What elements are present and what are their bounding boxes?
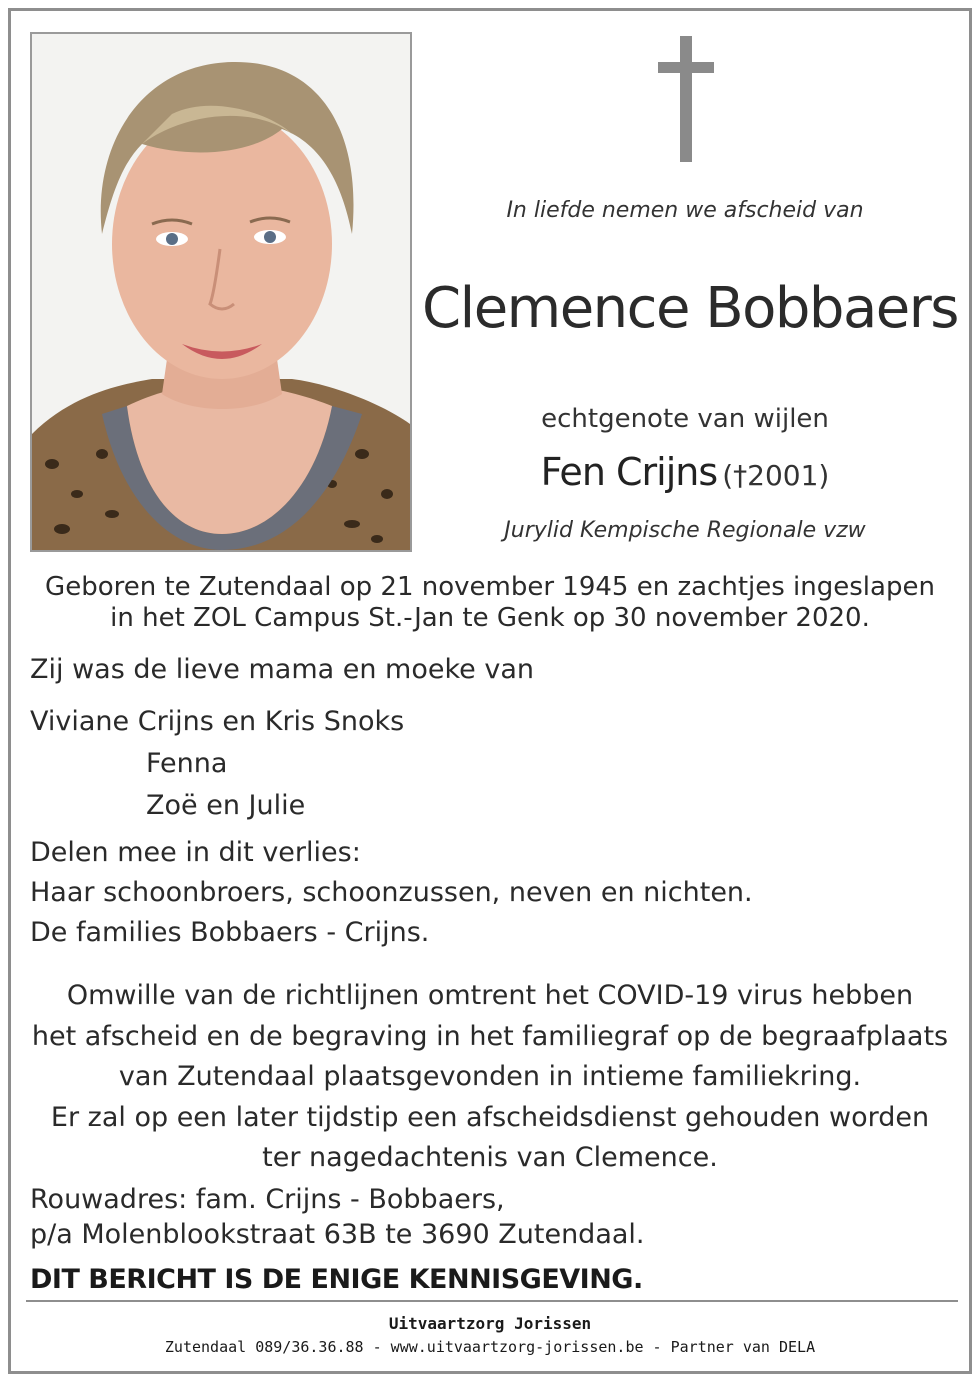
- spouse-death: (†2001): [722, 459, 830, 492]
- cross-icon: [658, 36, 714, 162]
- spouse-relation: echtgenote van wijlen: [541, 404, 829, 434]
- covid-line: het afscheid en de begraving in het familiegraf op de begraafplaats: [31, 1020, 949, 1052]
- death-line: in het ZOL Campus St.-Jan te Genk op 30 november 2020.: [110, 603, 870, 633]
- funeral-home-contact: Zutendaal 089/36.36.88 - www.uitvaartzorg-jorissen.be - Partner van DELA: [164, 1338, 816, 1356]
- birth-line: Geboren te Zutendaal op 21 november 1945 en zachtjes ingeslapen: [45, 572, 935, 602]
- covid-line: ter nagedachtenis van Clemence.: [262, 1142, 718, 1173]
- intro-text: In liefde nemen we afscheid van: [506, 198, 864, 223]
- role-text: Jurylid Kempische Regionale vzw: [504, 518, 866, 543]
- sharing-intro: Delen mee in dit verlies:: [30, 837, 361, 868]
- address-line: Rouwadres: fam. Crijns - Bobbaers,: [30, 1184, 505, 1215]
- covid-line: van Zutendaal plaatsgevonden in intieme familiekring.: [118, 1061, 862, 1092]
- birth-death-text: [20, 572, 960, 634]
- covid-line: Omwille van de richtlijnen omtrent het COVID-19 virus hebben: [66, 980, 914, 1011]
- final-notice: DIT BERICHT IS DE ENIGE KENNISGEVING.: [30, 1264, 643, 1295]
- covid-line: Er zal op een later tijdstip een afscheidsdienst gehouden worden: [50, 1101, 930, 1133]
- address-line: p/a Molenblookstraat 63B te 3690 Zutendaal.: [30, 1219, 645, 1250]
- covid-notice: [20, 976, 960, 1179]
- sharing-line: De families Bobbaers - Crijns.: [30, 917, 430, 948]
- funeral-home-name: Uitvaartzorg Jorissen: [388, 1314, 592, 1333]
- family-member: Fenna: [146, 748, 228, 779]
- portrait-photo: [30, 32, 412, 552]
- family-member: Viviane Crijns en Kris Snoks: [30, 706, 405, 737]
- family-member: Zoë en Julie: [146, 790, 306, 821]
- spouse-line: [440, 450, 930, 494]
- family-intro: Zij was de lieve mama en moeke van: [30, 654, 534, 685]
- sharing-line: Haar schoonbroers, schoonzussen, neven en nichten.: [30, 877, 753, 908]
- footer-divider: [26, 1300, 958, 1302]
- spouse-name: Fen Crijns: [540, 450, 718, 494]
- deceased-name: Clemence Bobbaers: [422, 276, 958, 341]
